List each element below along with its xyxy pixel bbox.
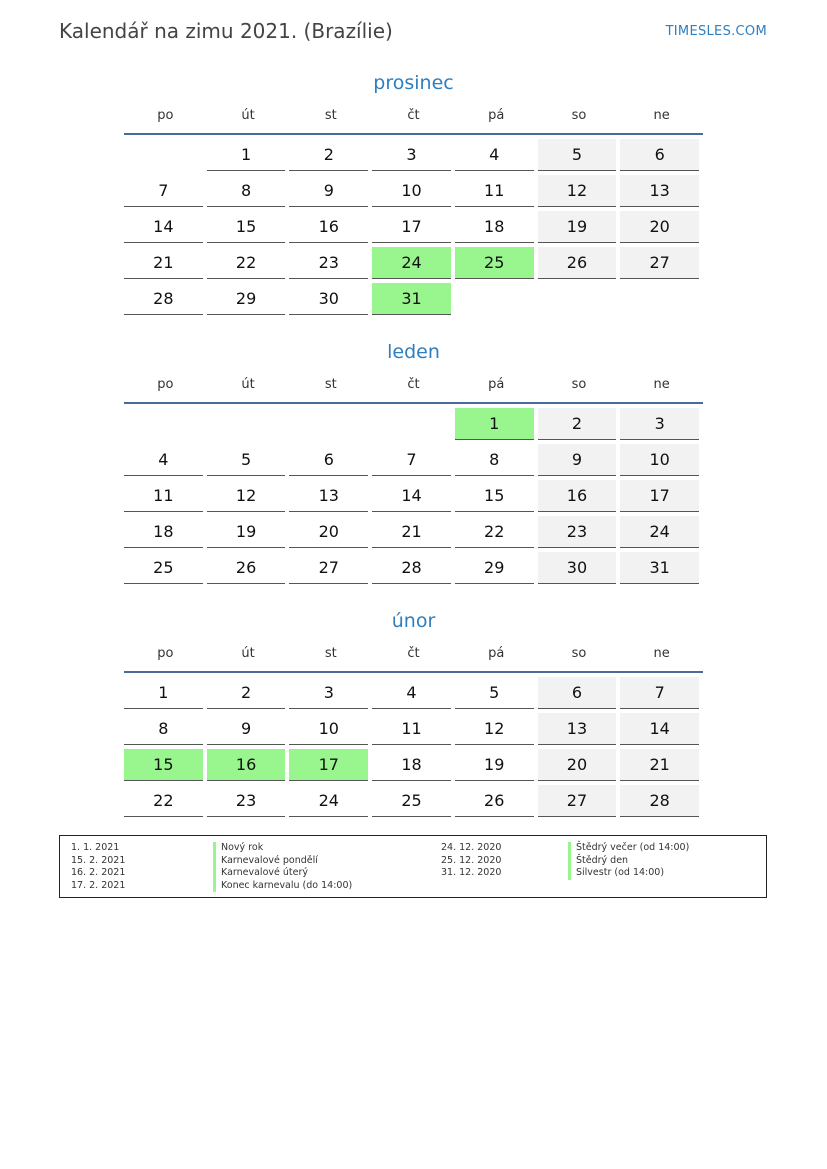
day-cell: 22 bbox=[207, 247, 286, 279]
empty-day-cell bbox=[538, 283, 617, 314]
day-cell: 26 bbox=[455, 785, 534, 817]
weekday-header bbox=[124, 375, 703, 404]
brand-logo[interactable]: TIMESLES.COM bbox=[665, 24, 767, 39]
weekend-day-cell: 2 bbox=[538, 408, 617, 440]
day-cell: 9 bbox=[289, 175, 368, 207]
weekday-label: pá bbox=[488, 377, 505, 392]
week-row bbox=[124, 552, 703, 584]
weekday-label: so bbox=[571, 646, 587, 661]
weekend-day-cell: 19 bbox=[538, 211, 617, 243]
week-row bbox=[124, 408, 703, 440]
week-row bbox=[124, 713, 703, 745]
day-cell: 1 bbox=[207, 139, 286, 171]
day-cell: 6 bbox=[289, 444, 368, 476]
week-row bbox=[124, 749, 703, 781]
holiday-day-cell: 16 bbox=[207, 749, 286, 781]
week-row bbox=[124, 139, 703, 171]
week-row bbox=[124, 247, 703, 279]
weekday-label: po bbox=[157, 377, 174, 392]
weekend-day-cell: 13 bbox=[620, 175, 699, 207]
legend-date: 31. 12. 2020 bbox=[441, 867, 502, 878]
legend-date: 16. 2. 2021 bbox=[71, 867, 126, 878]
day-cell: 1 bbox=[124, 677, 203, 709]
week-row bbox=[124, 516, 703, 548]
day-cell: 11 bbox=[455, 175, 534, 207]
holiday-day-cell: 24 bbox=[372, 247, 451, 279]
day-cell: 4 bbox=[455, 139, 534, 171]
week-row bbox=[124, 283, 703, 315]
day-cell: 11 bbox=[124, 480, 203, 512]
weekday-label: st bbox=[324, 108, 337, 123]
day-cell: 15 bbox=[207, 211, 286, 243]
day-cell: 22 bbox=[455, 516, 534, 548]
weekend-day-cell: 28 bbox=[620, 785, 699, 817]
day-cell: 8 bbox=[207, 175, 286, 207]
holiday-day-cell: 31 bbox=[372, 283, 451, 315]
legend-date: 15. 2. 2021 bbox=[71, 854, 126, 866]
day-cell: 7 bbox=[372, 444, 451, 476]
month-name: únor bbox=[391, 610, 436, 632]
weekday-label: čt bbox=[407, 108, 420, 123]
day-cell: 2 bbox=[289, 139, 368, 171]
weekend-day-cell: 27 bbox=[620, 247, 699, 279]
day-cell: 26 bbox=[207, 552, 286, 584]
day-cell: 25 bbox=[124, 552, 203, 584]
day-cell: 5 bbox=[207, 444, 286, 476]
weekend-day-cell: 30 bbox=[538, 552, 617, 584]
empty-day-cell bbox=[372, 408, 451, 439]
legend-holiday-name: Karnevalové pondělí bbox=[213, 855, 352, 868]
day-cell: 18 bbox=[455, 211, 534, 243]
weekend-day-cell: 7 bbox=[620, 677, 699, 709]
weekday-label: po bbox=[157, 646, 174, 661]
day-cell: 10 bbox=[372, 175, 451, 207]
day-cell: 29 bbox=[207, 283, 286, 315]
legend-right-dates bbox=[441, 842, 501, 880]
day-cell: 21 bbox=[124, 247, 203, 279]
holiday-day-cell: 1 bbox=[455, 408, 534, 440]
weekday-label: pá bbox=[488, 108, 505, 123]
weekday-header bbox=[124, 644, 703, 673]
weekend-day-cell: 17 bbox=[620, 480, 699, 512]
day-cell: 24 bbox=[289, 785, 368, 817]
day-cell: 14 bbox=[124, 211, 203, 243]
weekday-label: pá bbox=[488, 646, 505, 661]
weekend-day-cell: 27 bbox=[538, 785, 617, 817]
weekend-day-cell: 20 bbox=[538, 749, 617, 781]
legend-holiday-name: Karnevalové úterý bbox=[213, 867, 352, 880]
day-cell: 17 bbox=[372, 211, 451, 243]
day-cell: 20 bbox=[289, 516, 368, 548]
day-cell: 3 bbox=[372, 139, 451, 171]
holiday-day-cell: 25 bbox=[455, 247, 534, 279]
weekday-label: st bbox=[324, 646, 337, 661]
day-cell: 12 bbox=[455, 713, 534, 745]
weekend-day-cell: 14 bbox=[620, 713, 699, 745]
day-cell: 4 bbox=[124, 444, 203, 476]
weekend-day-cell: 23 bbox=[538, 516, 617, 548]
weekday-label: čt bbox=[407, 646, 420, 661]
legend-holiday-name: Silvestr (od 14:00) bbox=[568, 867, 689, 880]
weekend-day-cell: 5 bbox=[538, 139, 617, 171]
weekend-day-cell: 10 bbox=[620, 444, 699, 476]
day-cell: 18 bbox=[372, 749, 451, 781]
week-row bbox=[124, 175, 703, 207]
weekday-label: po bbox=[157, 108, 174, 123]
day-cell: 27 bbox=[289, 552, 368, 584]
week-row bbox=[124, 211, 703, 243]
page-title: Kalendář na zimu 2021. (Brazílie) bbox=[59, 19, 393, 43]
day-cell: 30 bbox=[289, 283, 368, 315]
legend-holiday-name: Nový rok bbox=[213, 842, 352, 855]
day-cell: 19 bbox=[207, 516, 286, 548]
week-row bbox=[124, 677, 703, 709]
legend-left-names bbox=[213, 842, 352, 892]
day-cell: 9 bbox=[207, 713, 286, 745]
day-cell: 7 bbox=[124, 175, 203, 207]
day-cell: 11 bbox=[372, 713, 451, 745]
weekday-label: út bbox=[241, 377, 255, 392]
weekday-header bbox=[124, 106, 703, 135]
weekend-day-cell: 24 bbox=[620, 516, 699, 548]
day-cell: 16 bbox=[289, 211, 368, 243]
day-cell: 28 bbox=[372, 552, 451, 584]
weekend-day-cell: 16 bbox=[538, 480, 617, 512]
day-cell: 8 bbox=[455, 444, 534, 476]
day-cell: 23 bbox=[289, 247, 368, 279]
day-cell: 28 bbox=[124, 283, 203, 315]
weekday-label: st bbox=[324, 377, 337, 392]
day-cell: 22 bbox=[124, 785, 203, 817]
empty-day-cell bbox=[620, 283, 699, 314]
weekday-label: so bbox=[571, 108, 587, 123]
legend-date: 17. 2. 2021 bbox=[71, 879, 126, 891]
weekend-day-cell: 20 bbox=[620, 211, 699, 243]
day-cell: 14 bbox=[372, 480, 451, 512]
day-cell: 25 bbox=[372, 785, 451, 817]
legend-holiday-name: Štědrý večer (od 14:00) bbox=[568, 842, 689, 855]
weekday-label: út bbox=[241, 646, 255, 661]
weekend-day-cell: 13 bbox=[538, 713, 617, 745]
week-grid bbox=[124, 677, 703, 817]
legend-right-names bbox=[568, 842, 689, 880]
day-cell: 4 bbox=[372, 677, 451, 709]
day-cell: 19 bbox=[455, 749, 534, 781]
empty-day-cell bbox=[207, 408, 286, 439]
day-cell: 8 bbox=[124, 713, 203, 745]
weekend-day-cell: 6 bbox=[620, 139, 699, 171]
weekend-day-cell: 12 bbox=[538, 175, 617, 207]
month-name: prosinec bbox=[373, 72, 454, 94]
weekend-day-cell: 31 bbox=[620, 552, 699, 584]
legend-date: 25. 12. 2020 bbox=[441, 854, 502, 866]
empty-day-cell bbox=[289, 408, 368, 439]
week-grid bbox=[124, 139, 703, 315]
weekday-label: ne bbox=[653, 377, 670, 392]
weekend-day-cell: 6 bbox=[538, 677, 617, 709]
week-row bbox=[124, 480, 703, 512]
week-row bbox=[124, 785, 703, 817]
week-grid bbox=[124, 408, 703, 584]
legend-date: 24. 12. 2020 bbox=[441, 842, 502, 853]
empty-day-cell bbox=[124, 139, 203, 170]
holiday-day-cell: 15 bbox=[124, 749, 203, 781]
day-cell: 21 bbox=[372, 516, 451, 548]
month-january bbox=[124, 339, 703, 588]
legend-holiday-name: Štědrý den bbox=[568, 855, 689, 868]
empty-day-cell bbox=[124, 408, 203, 439]
day-cell: 10 bbox=[289, 713, 368, 745]
weekend-day-cell: 26 bbox=[538, 247, 617, 279]
day-cell: 5 bbox=[455, 677, 534, 709]
day-cell: 18 bbox=[124, 516, 203, 548]
day-cell: 3 bbox=[289, 677, 368, 709]
month-december bbox=[124, 70, 703, 319]
day-cell: 23 bbox=[207, 785, 286, 817]
week-row bbox=[124, 444, 703, 476]
day-cell: 15 bbox=[455, 480, 534, 512]
weekday-label: ne bbox=[653, 108, 670, 123]
day-cell: 2 bbox=[207, 677, 286, 709]
legend-date: 1. 1. 2021 bbox=[71, 842, 120, 853]
legend-left-dates bbox=[71, 842, 125, 892]
holiday-day-cell: 17 bbox=[289, 749, 368, 781]
month-name: leden bbox=[387, 341, 440, 363]
weekday-label: so bbox=[571, 377, 587, 392]
holiday-legend bbox=[59, 835, 767, 898]
weekday-label: út bbox=[241, 108, 255, 123]
weekend-day-cell: 3 bbox=[620, 408, 699, 440]
weekday-label: čt bbox=[407, 377, 420, 392]
day-cell: 29 bbox=[455, 552, 534, 584]
weekend-day-cell: 9 bbox=[538, 444, 617, 476]
weekend-day-cell: 21 bbox=[620, 749, 699, 781]
empty-day-cell bbox=[455, 283, 534, 314]
day-cell: 13 bbox=[289, 480, 368, 512]
day-cell: 12 bbox=[207, 480, 286, 512]
month-february bbox=[124, 608, 703, 821]
weekday-label: ne bbox=[653, 646, 670, 661]
legend-holiday-name: Konec karnevalu (do 14:00) bbox=[213, 880, 352, 893]
